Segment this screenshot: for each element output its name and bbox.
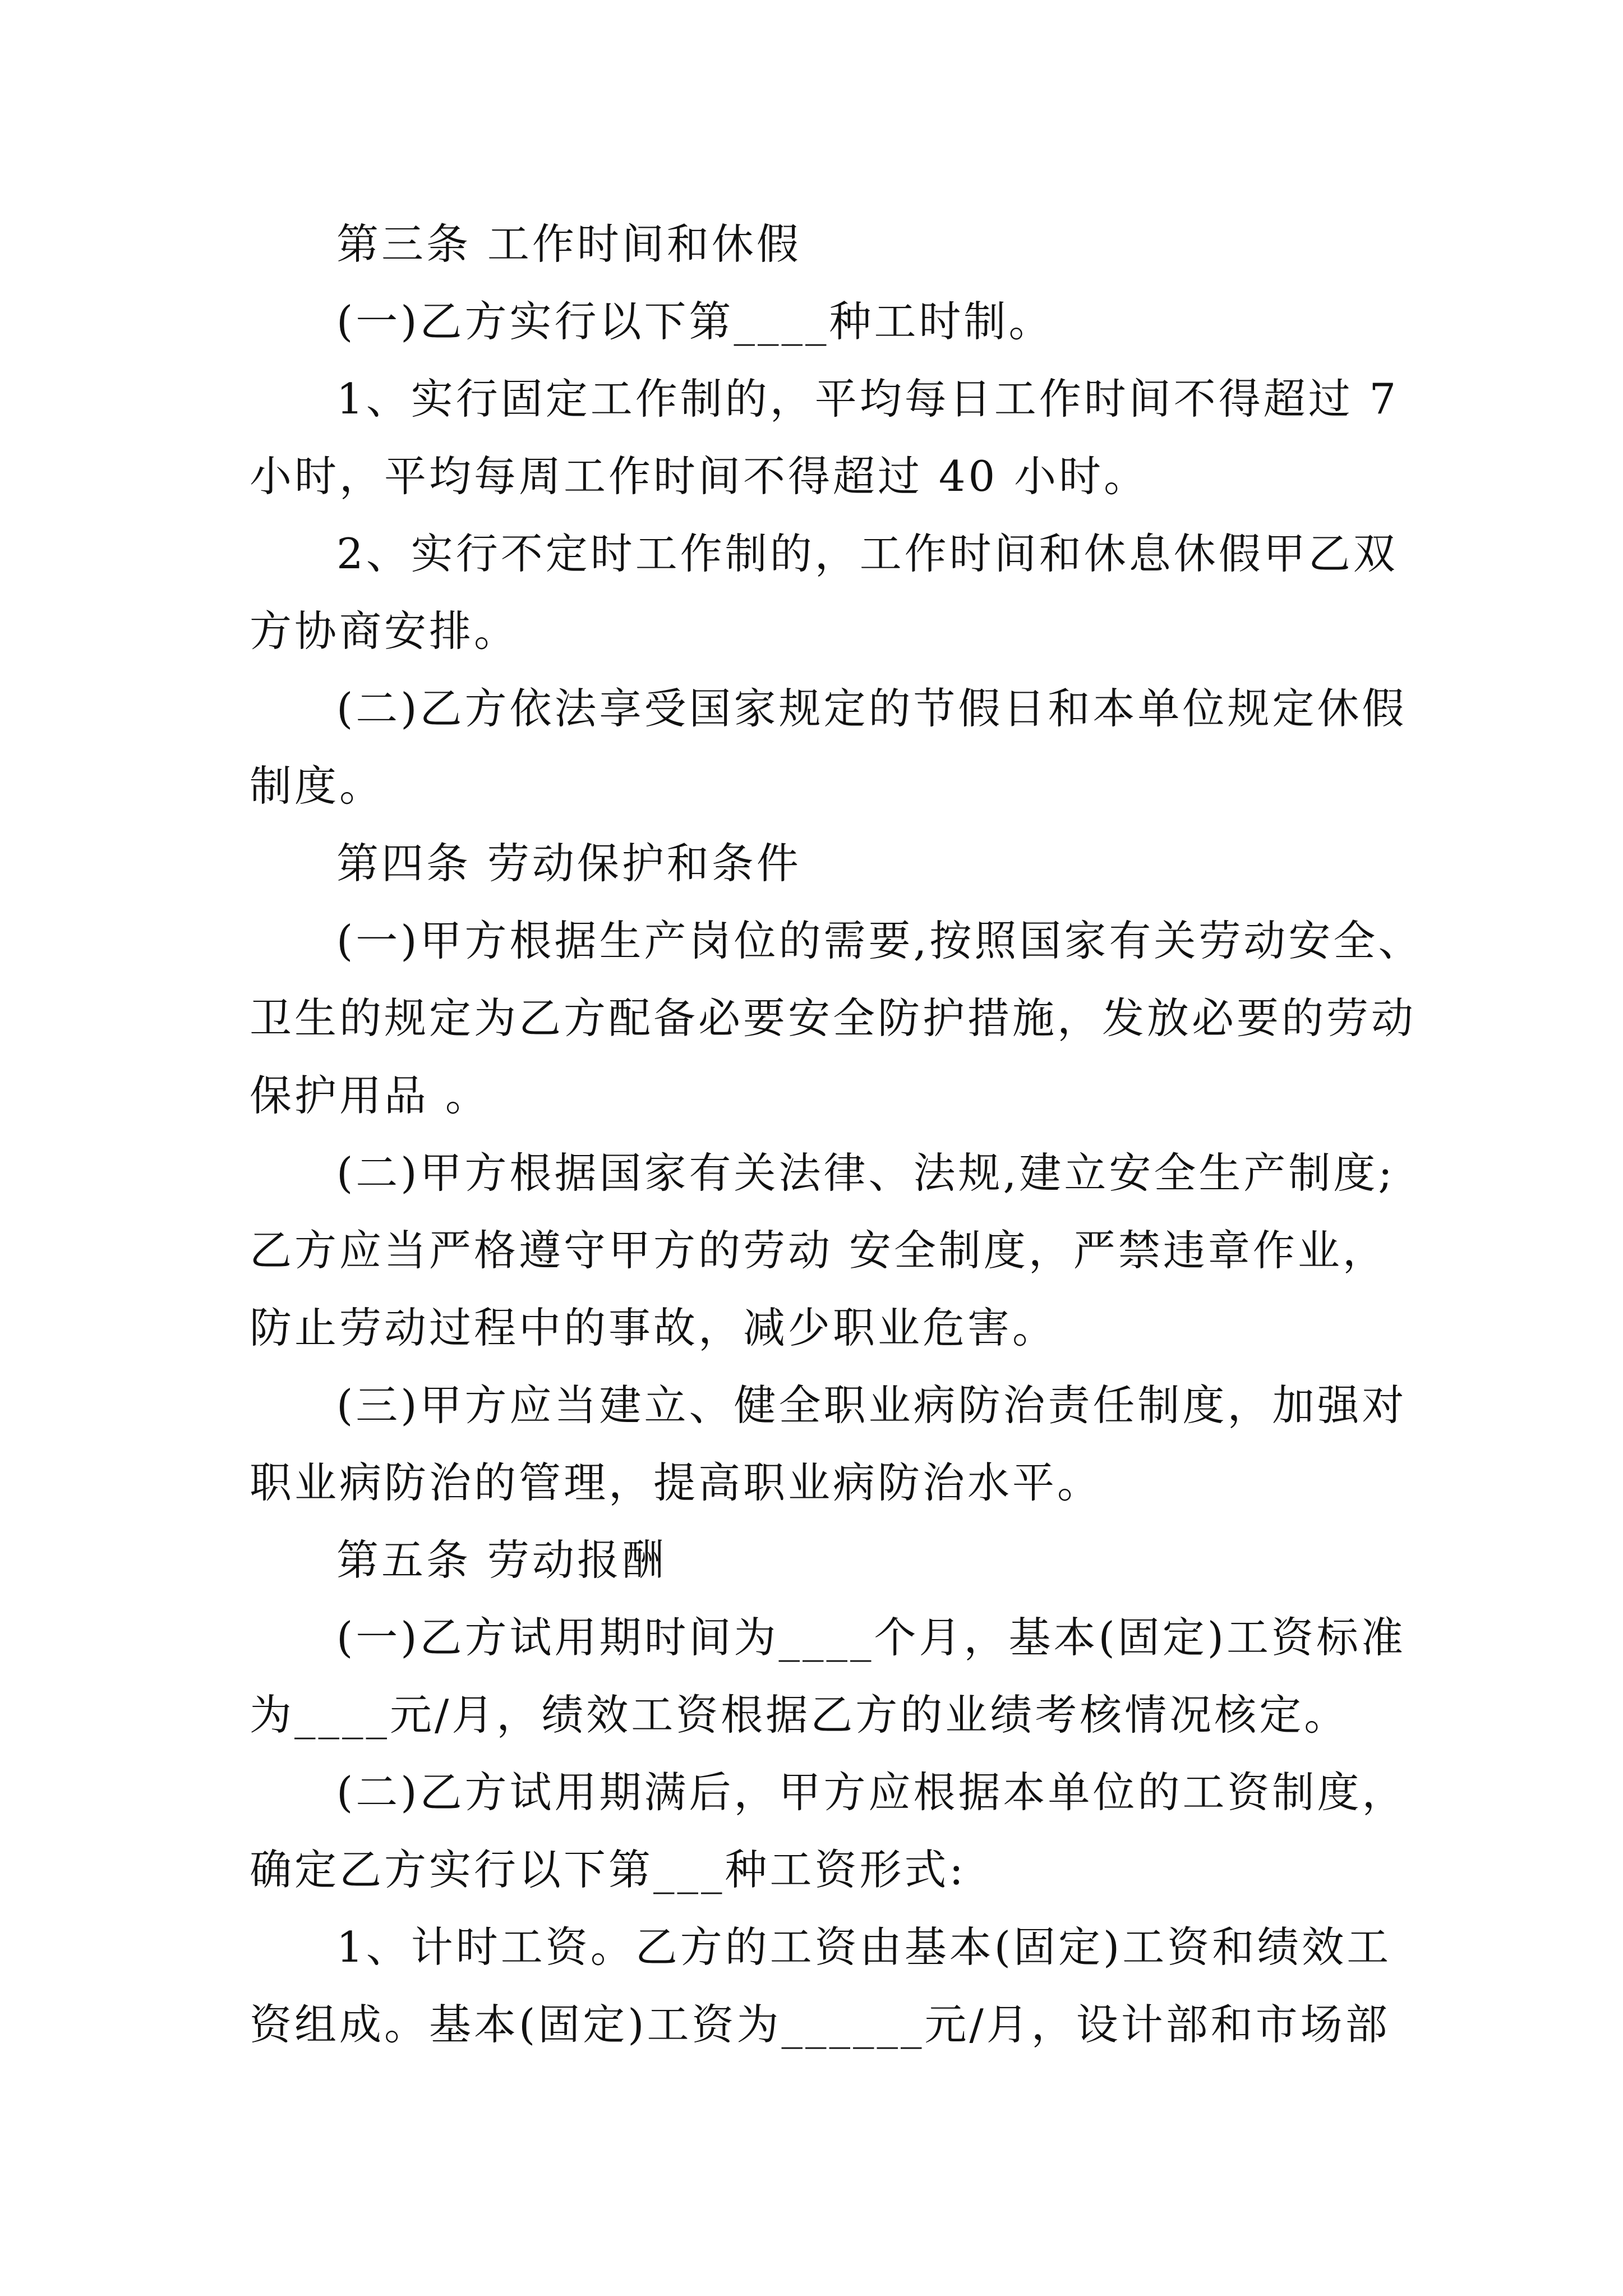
paragraph-line: 防止劳动过程中的事故，减少职业危害。 bbox=[250, 1303, 1058, 1352]
paragraph-line: (三)甲方应当建立、健全职业病防治责任制度，加强对 bbox=[336, 1381, 1407, 1430]
paragraph-line: (一)乙方实行以下第____种工时制。 bbox=[336, 297, 1054, 346]
paragraph-line: 方协商安排。 bbox=[250, 606, 519, 656]
paragraph-line: (二)乙方试用期满后，甲方应根据本单位的工资制度， bbox=[336, 1768, 1407, 1817]
article-5-heading: 第五条 劳动报酬 bbox=[336, 1535, 667, 1585]
paragraph-line: 资组成。基本(固定)工资为______元/月，设计部和市场部 bbox=[250, 2000, 1390, 2049]
paragraph-line: 确定乙方实行以下第___种工资形式: bbox=[250, 1845, 966, 1894]
paragraph-line: 2、实行不定时工作制的，工作时间和休息休假甲乙双 bbox=[336, 529, 1398, 578]
paragraph-line: 1、计时工资。乙方的工资由基本(固定)工资和绩效工 bbox=[336, 1922, 1392, 1972]
paragraph-line: 卫生的规定为乙方配备必要安全防护措施，发放必要的劳动 bbox=[250, 993, 1417, 1043]
paragraph-line: 小时，平均每周工作时间不得超过 40 小时。 bbox=[250, 452, 1149, 501]
paragraph-line: (一)乙方试用期时间为____个月，基本(固定)工资标准 bbox=[336, 1613, 1407, 1662]
paragraph-line: 1、实行固定工作制的，平均每日工作时间不得超过 7 bbox=[336, 374, 1399, 424]
article-4-heading: 第四条 劳动保护和条件 bbox=[336, 839, 801, 888]
paragraph-line: 为____元/月，绩效工资根据乙方的业绩考核情况核定。 bbox=[250, 1690, 1349, 1740]
article-3-heading: 第三条 工作时间和休假 bbox=[336, 219, 801, 269]
paragraph-line: 乙方应当严格遵守甲方的劳动 安全制度，严禁违章作业， bbox=[250, 1226, 1387, 1275]
paragraph-line: 制度。 bbox=[250, 761, 385, 811]
paragraph-line: (二)甲方根据国家有关法律、法规,建立安全生产制度; bbox=[336, 1148, 1395, 1198]
paragraph-line: (一)甲方根据生产岗位的需要,按照国家有关劳动安全、 bbox=[336, 916, 1423, 965]
paragraph-line: 保护用品 。 bbox=[250, 1071, 490, 1120]
paragraph-line: (二)乙方依法享受国家规定的节假日和本单位规定休假 bbox=[336, 684, 1407, 733]
paragraph-line: 职业病防治的管理，提高职业病防治水平。 bbox=[250, 1458, 1103, 1507]
